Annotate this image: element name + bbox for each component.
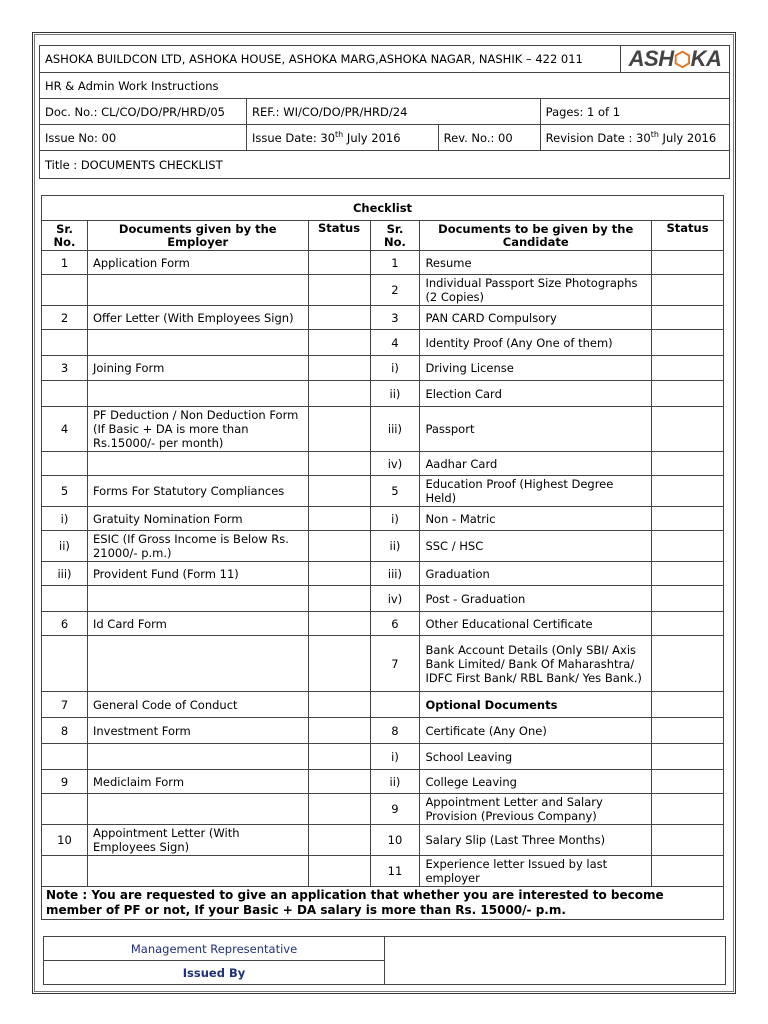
employer-status-cell	[308, 856, 370, 887]
employer-document-cell	[87, 275, 308, 306]
candidate-document-cell: PAN CARD Compulsory	[420, 306, 652, 330]
sr-no-employer-cell	[42, 586, 88, 612]
sr-no-candidate-cell: 6	[370, 612, 420, 636]
table-row	[42, 330, 724, 356]
employer-document-cell	[87, 381, 308, 407]
sr-no-candidate-cell: iv)	[370, 452, 420, 476]
issued-by: Issued By	[44, 961, 385, 985]
department-line: HR & Admin Work Instructions	[40, 73, 730, 99]
employer-status-cell	[308, 251, 370, 275]
table-row	[42, 612, 724, 636]
employer-document-cell: Appointment Letter (With Employees Sign)	[87, 825, 308, 856]
table-row	[42, 825, 724, 856]
table-row	[42, 692, 724, 718]
table-row	[42, 381, 724, 407]
revision-date-prefix: Revision Date : 30	[545, 130, 651, 145]
issue-date	[247, 125, 439, 151]
table-row	[42, 251, 724, 275]
candidate-status-cell	[652, 586, 724, 612]
candidate-document-cell: Salary Slip (Last Three Months)	[420, 825, 652, 856]
candidate-document-cell: College Leaving	[420, 770, 652, 794]
sr-no-employer-cell	[42, 636, 88, 692]
table-row	[42, 770, 724, 794]
sr-no-employer-cell: 10	[42, 825, 88, 856]
sr-no-candidate-cell: iv)	[370, 586, 420, 612]
candidate-status-cell	[652, 718, 724, 744]
checklist-body	[42, 251, 724, 887]
candidate-document-cell: Post - Graduation	[420, 586, 652, 612]
candidate-document-cell: Driving License	[420, 356, 652, 381]
candidate-status-cell	[652, 636, 724, 692]
sr-no-employer-cell	[42, 452, 88, 476]
table-row	[42, 356, 724, 381]
sr-no-employer-cell: 5	[42, 476, 88, 507]
table-row	[42, 744, 724, 770]
sr-no-employer-cell: 1	[42, 251, 88, 275]
sr-no-candidate-cell: 8	[370, 718, 420, 744]
employer-status-cell	[308, 407, 370, 452]
sr-no-candidate-cell: i)	[370, 744, 420, 770]
management-representative: Management Representative	[44, 937, 385, 961]
employer-status-cell	[308, 744, 370, 770]
employer-document-cell: Forms For Statutory Compliances	[87, 476, 308, 507]
table-row	[42, 306, 724, 330]
table-row	[42, 407, 724, 452]
candidate-status-cell	[652, 562, 724, 586]
sr-no-employer-cell	[42, 275, 88, 306]
sr-no-candidate-cell: 1	[370, 251, 420, 275]
employer-document-cell: General Code of Conduct	[87, 692, 308, 718]
employer-status-cell	[308, 275, 370, 306]
col-documents-candidate: Documents to be given by the Candidate	[420, 221, 652, 251]
document-header	[39, 45, 730, 179]
sr-no-candidate-cell	[370, 692, 420, 718]
sr-no-candidate-cell: ii)	[370, 381, 420, 407]
employer-status-cell	[308, 612, 370, 636]
reference-number: REF.: WI/CO/DO/PR/HRD/24	[247, 99, 541, 125]
candidate-status-cell	[652, 330, 724, 356]
employer-document-cell: Mediclaim Form	[87, 770, 308, 794]
revision-date-suffix: July 2016	[658, 130, 717, 145]
company-address: ASHOKA BUILDCON LTD, ASHOKA HOUSE, ASHOKA MARG,ASHOKA NAGAR, NASHIK – 422 011	[40, 46, 621, 73]
candidate-status-cell	[652, 407, 724, 452]
candidate-document-cell: School Leaving	[420, 744, 652, 770]
employer-document-cell	[87, 636, 308, 692]
table-row	[42, 531, 724, 562]
checklist-table	[41, 195, 724, 920]
employer-status-cell	[308, 507, 370, 531]
issue-number: Issue No: 00	[40, 125, 247, 151]
col-status-employer: Status	[308, 221, 370, 251]
candidate-document-cell: Identity Proof (Any One of them)	[420, 330, 652, 356]
table-row	[42, 562, 724, 586]
sr-no-employer-cell: 2	[42, 306, 88, 330]
candidate-status-cell	[652, 770, 724, 794]
employer-document-cell: Provident Fund (Form 11)	[87, 562, 308, 586]
table-row	[42, 718, 724, 744]
sr-no-candidate-cell: i)	[370, 507, 420, 531]
candidate-status-cell	[652, 794, 724, 825]
col-sr-no-candidate: Sr. No.	[370, 221, 420, 251]
signature-block	[43, 936, 726, 985]
sr-no-employer-cell: 8	[42, 718, 88, 744]
document-title: Title : DOCUMENTS CHECKLIST	[40, 151, 730, 179]
sr-no-employer-cell: 4	[42, 407, 88, 452]
sr-no-employer-cell: 6	[42, 612, 88, 636]
employer-status-cell	[308, 825, 370, 856]
candidate-status-cell	[652, 306, 724, 330]
revision-date	[540, 125, 729, 151]
sr-no-employer-cell: 9	[42, 770, 88, 794]
employer-status-cell	[308, 692, 370, 718]
col-documents-employer: Documents given by the Employer	[87, 221, 308, 251]
sr-no-employer-cell	[42, 794, 88, 825]
candidate-status-cell	[652, 856, 724, 887]
col-sr-no-employer: Sr. No.	[42, 221, 88, 251]
table-row	[42, 586, 724, 612]
sr-no-candidate-cell: 2	[370, 275, 420, 306]
employer-document-cell	[87, 452, 308, 476]
candidate-status-cell	[652, 381, 724, 407]
issue-date-sup: th	[335, 129, 344, 139]
issue-date-prefix: Issue Date: 30	[252, 130, 336, 145]
candidate-document-cell: Appointment Letter and Salary Provision (Previous Company)	[420, 794, 652, 825]
sr-no-candidate-cell: 5	[370, 476, 420, 507]
employer-status-cell	[308, 794, 370, 825]
employer-status-cell	[308, 476, 370, 507]
table-row	[42, 794, 724, 825]
table-row	[42, 452, 724, 476]
candidate-status-cell	[652, 452, 724, 476]
employer-document-cell	[87, 794, 308, 825]
candidate-document-cell: Non - Matric	[420, 507, 652, 531]
candidate-document-cell: Other Educational Certificate	[420, 612, 652, 636]
candidate-document-cell: Graduation	[420, 562, 652, 586]
sr-no-employer-cell: i)	[42, 507, 88, 531]
employer-status-cell	[308, 452, 370, 476]
sr-no-employer-cell	[42, 381, 88, 407]
employer-status-cell	[308, 586, 370, 612]
sr-no-employer-cell: iii)	[42, 562, 88, 586]
candidate-status-cell	[652, 612, 724, 636]
doc-number: Doc. No.: CL/CO/DO/PR/HRD/05	[40, 99, 247, 125]
sr-no-candidate-cell: ii)	[370, 770, 420, 794]
candidate-document-cell: Aadhar Card	[420, 452, 652, 476]
sr-no-employer-cell: ii)	[42, 531, 88, 562]
table-row	[42, 636, 724, 692]
sr-no-employer-cell	[42, 856, 88, 887]
candidate-status-cell	[652, 275, 724, 306]
employer-status-cell	[308, 356, 370, 381]
employer-document-cell: ESIC (If Gross Income is Below Rs. 21000/- p.m.)	[87, 531, 308, 562]
ashoka-logo-icon: ASH⬡KA	[628, 46, 722, 71]
employer-status-cell	[308, 306, 370, 330]
candidate-document-cell: Experience letter Issued by last employer	[420, 856, 652, 887]
employer-document-cell: Joining Form	[87, 356, 308, 381]
sr-no-employer-cell: 3	[42, 356, 88, 381]
candidate-document-cell: Optional Documents	[420, 692, 652, 718]
revision-date-sup: th	[650, 129, 659, 139]
employer-document-cell: Application Form	[87, 251, 308, 275]
sr-no-candidate-cell: 10	[370, 825, 420, 856]
employer-status-cell	[308, 330, 370, 356]
candidate-status-cell	[652, 356, 724, 381]
employer-document-cell: Id Card Form	[87, 612, 308, 636]
pages-count: Pages: 1 of 1	[540, 99, 729, 125]
employer-document-cell: Investment Form	[87, 718, 308, 744]
table-row	[42, 275, 724, 306]
candidate-document-cell: Bank Account Details (Only SBI/ Axis Bank Limited/ Bank Of Maharashtra/ IDFC First Bank/ RBL Bank/ Yes Bank.)	[420, 636, 652, 692]
candidate-document-cell: Passport	[420, 407, 652, 452]
checklist-heading: Checklist	[42, 196, 724, 221]
candidate-status-cell	[652, 476, 724, 507]
revision-number: Rev. No.: 00	[438, 125, 540, 151]
issue-date-suffix: July 2016	[343, 130, 401, 145]
employer-status-cell	[308, 770, 370, 794]
sr-no-employer-cell	[42, 744, 88, 770]
col-status-candidate: Status	[652, 221, 724, 251]
sr-no-employer-cell: 7	[42, 692, 88, 718]
checklist-note: Note : You are requested to give an application that whether you are interested to become member of PF or not, If your Basic + DA salary is more than Rs. 15000/- p.m.	[42, 887, 724, 920]
employer-document-cell	[87, 586, 308, 612]
sr-no-candidate-cell: iii)	[370, 407, 420, 452]
company-logo	[621, 46, 730, 73]
candidate-status-cell	[652, 825, 724, 856]
sr-no-candidate-cell: 7	[370, 636, 420, 692]
employer-status-cell	[308, 636, 370, 692]
signature-space	[385, 937, 726, 985]
employer-status-cell	[308, 381, 370, 407]
sr-no-employer-cell	[42, 330, 88, 356]
candidate-document-cell: Election Card	[420, 381, 652, 407]
candidate-document-cell: Resume	[420, 251, 652, 275]
table-row	[42, 507, 724, 531]
candidate-status-cell	[652, 531, 724, 562]
candidate-status-cell	[652, 692, 724, 718]
employer-document-cell: PF Deduction / Non Deduction Form (If Basic + DA is more than Rs.15000/- per month)	[87, 407, 308, 452]
candidate-document-cell: Individual Passport Size Photographs (2 Copies)	[420, 275, 652, 306]
sr-no-candidate-cell: ii)	[370, 531, 420, 562]
employer-status-cell	[308, 718, 370, 744]
table-row	[42, 476, 724, 507]
sr-no-candidate-cell: 11	[370, 856, 420, 887]
employer-document-cell	[87, 330, 308, 356]
sr-no-candidate-cell: 9	[370, 794, 420, 825]
candidate-status-cell	[652, 507, 724, 531]
candidate-document-cell: Certificate (Any One)	[420, 718, 652, 744]
employer-document-cell	[87, 744, 308, 770]
candidate-status-cell	[652, 251, 724, 275]
sr-no-candidate-cell: 3	[370, 306, 420, 330]
employer-status-cell	[308, 562, 370, 586]
candidate-document-cell: SSC / HSC	[420, 531, 652, 562]
candidate-document-cell: Education Proof (Highest Degree Held)	[420, 476, 652, 507]
employer-document-cell: Gratuity Nomination Form	[87, 507, 308, 531]
sr-no-candidate-cell: 4	[370, 330, 420, 356]
candidate-status-cell	[652, 744, 724, 770]
sr-no-candidate-cell: iii)	[370, 562, 420, 586]
employer-document-cell: Offer Letter (With Employees Sign)	[87, 306, 308, 330]
table-row	[42, 856, 724, 887]
sr-no-candidate-cell: i)	[370, 356, 420, 381]
employer-document-cell	[87, 856, 308, 887]
employer-status-cell	[308, 531, 370, 562]
